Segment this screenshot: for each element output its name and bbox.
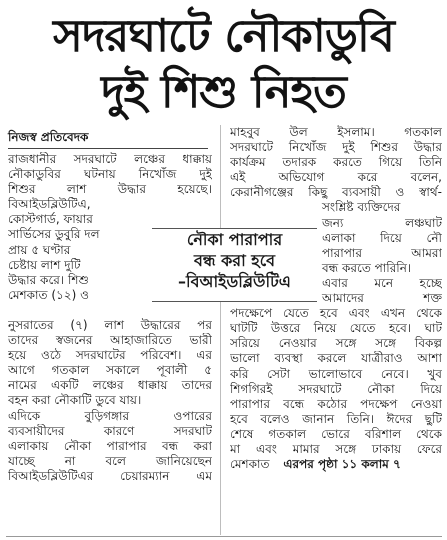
byline-rule	[8, 148, 208, 149]
text-line: বন্ধ করতে পারিনি।	[322, 260, 412, 275]
text-line: উদ্ধার করে। শিশু	[8, 272, 89, 287]
text-line: পারাপার বন্ধে কঠোর পদক্ষেপ নেওয়া	[230, 396, 442, 411]
text-line: বিআইডব্লিউটিএর চেয়ারম্যান এম	[8, 468, 212, 483]
text-line: নৌকাডুবির ঘটনায় নিখোঁজ দুই	[8, 167, 212, 182]
text-line: নুসরাতের (৭) লাশ উদ্ধারের পর	[8, 318, 212, 332]
text-fragment: মেশকাত	[230, 457, 270, 472]
text-line: মা এবং মামার সঙ্গে ঢাকায় ফেরে	[230, 441, 442, 456]
text-line: ব্যবসায়ীদের কারণে সদরঘাট	[8, 423, 212, 438]
text-line: আমাদের শক্ত	[322, 291, 442, 306]
text-line: শিশুর লাশ উদ্ধার হয়েছে।	[8, 182, 212, 197]
text-line: ঘাটটি উত্তরে নিয়ে যেতে হবে। ঘাট	[230, 321, 442, 336]
text-line: কার্যক্রম তদারক করতে গিয়ে তিনি	[230, 155, 442, 170]
byline: নিজস্ব প্রতিবেদক	[8, 130, 89, 144]
text-line: মেশকাত (১২) ও	[8, 287, 89, 302]
pull-quote-line-3: –বিআইডব্লিউটিএ	[178, 272, 291, 291]
text-line: এই অভিযোগ করে বলেন,	[230, 170, 442, 185]
text-line: পদক্ষেপে যেতে হবে এবং এখন থেকে	[230, 306, 442, 321]
text-line: সরিয়ে নেওয়ার সঙ্গে সঙ্গে বিকল্প	[230, 336, 442, 351]
text-line: মাহবুব উল ইসলাম। গতকাল	[230, 125, 442, 139]
text-line: এবার মনে হচ্ছে	[322, 275, 442, 290]
text-line: জন্য লঞ্চঘাট	[322, 215, 442, 230]
text-line: শেষে গতকাল ভোরে বরিশাল থেকে	[230, 426, 442, 441]
text-line: চেষ্টায় লাশ দুটি	[8, 257, 81, 272]
text-line: তাদের স্বজনের আহাজারিতে ভারী	[8, 333, 212, 348]
text-line: সংশ্লিষ্ট ব্যক্তিদের	[322, 200, 401, 215]
left-column-bottom	[8, 318, 212, 484]
pull-quote-line-2: বন্ধ করা হবে	[193, 251, 276, 270]
text-line-last	[230, 457, 442, 472]
text-line: রাজধানীর সদরঘাটে লঞ্চের ধাক্কায়	[8, 152, 212, 166]
text-line: করি সেটা ভালোভাবে নেবে। খুব	[230, 366, 442, 381]
text-line: প্রায় ৫ ঘণ্টার	[8, 242, 71, 257]
text-line: এদিকে বুড়িগঙ্গার ওপারের	[8, 408, 212, 423]
pull-quote-line-1: নৌকা পারাপার	[186, 230, 283, 249]
bottom-rule	[6, 536, 442, 537]
text-line: নামের একটি লঞ্চের ধাক্কায় তাদের	[8, 378, 212, 393]
text-line: কোস্টগার্ড, ফায়ার	[8, 212, 93, 227]
text-line: বহন করা নৌকাটি ডুবে যায়।	[8, 393, 142, 408]
text-line: সদরঘাটে নিখোঁজ দুই শিশুর উদ্ধার	[230, 140, 442, 155]
continuation-note: এরপর পৃষ্ঠা ১১ কলাম ৭	[283, 457, 401, 472]
text-line: ভালো ব্যবস্থা করলে যাত্রীরাও আশা	[230, 351, 442, 366]
text-line: সার্ভিসের ডুবুরি দল	[8, 227, 100, 242]
headline-line-1: সদরঘাটে নৌকাডুবি	[53, 9, 394, 62]
text-line: কেরানীগঞ্জের কিছু ব্যবসায়ী ও স্বার্থ-	[230, 185, 442, 200]
column-divider	[220, 125, 221, 535]
text-line: আগে গতকাল সকালে পূবালী ৫	[8, 363, 212, 378]
text-line: বিআইডব্লিউটিএ,	[8, 197, 91, 212]
headline-line-2: দুই শিশু নিহত	[101, 65, 346, 118]
text-line: হয়ে ওঠে সদরঘাটের পরিবেশ। এর	[8, 348, 212, 363]
text-line: এলাকা দিয়ে নৌ	[322, 230, 442, 245]
pull-quote	[152, 228, 317, 302]
text-line: এলাকায় নৌকা পারাপার বন্ধ করা	[8, 438, 212, 453]
text-line: পারাপার আমরা	[322, 245, 442, 260]
text-line: শিগগিরই সদরঘাটে নৌকা দিয়ে	[230, 381, 442, 396]
text-line: হবে বলেও জানান তিনি। ঈদের ছুটি	[230, 411, 442, 426]
text-line: যাচ্ছে না বলে জানিয়েছেন	[8, 453, 212, 468]
